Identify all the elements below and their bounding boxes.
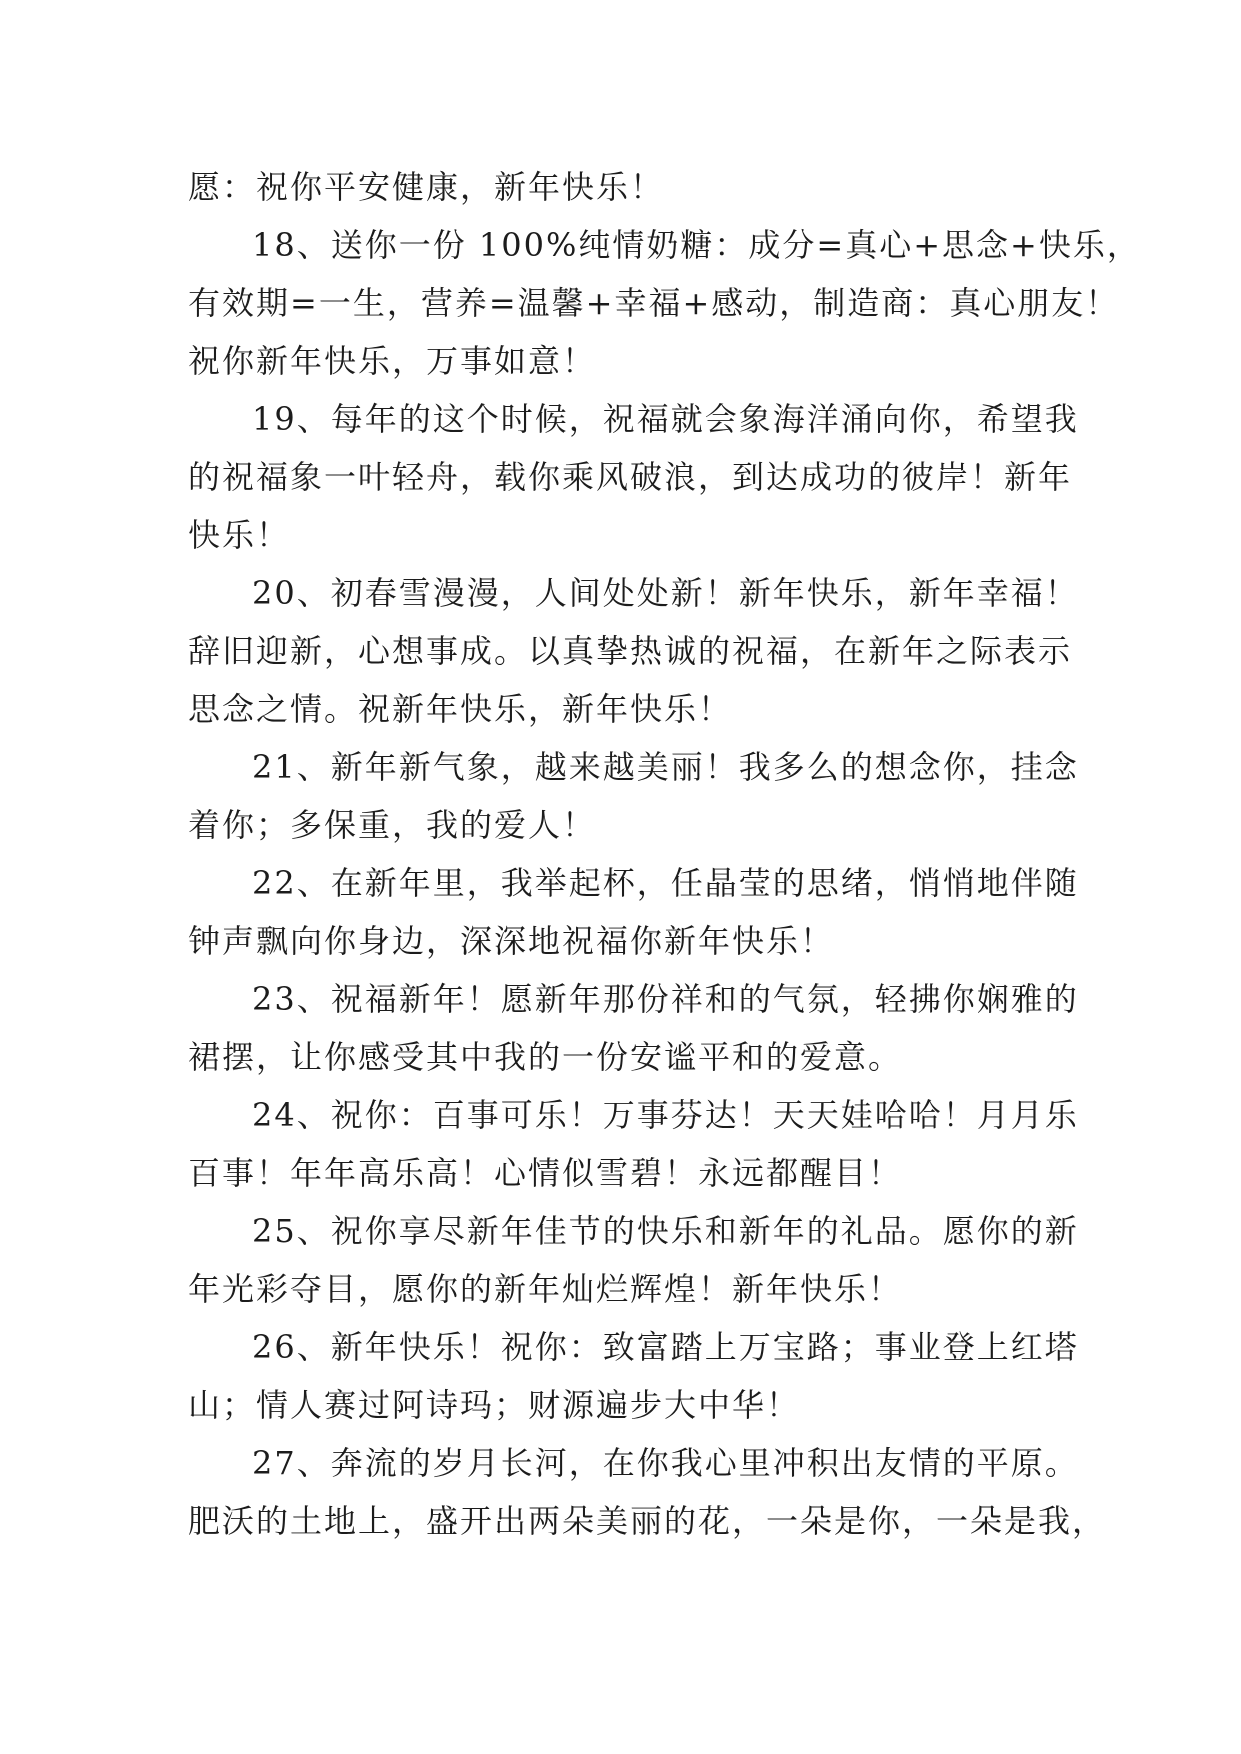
paragraph-26-line-1: 26、新年快乐！祝你：致富踏上万宝路；事业登上红塔 [252,1328,1079,1366]
paragraph-23-line-1: 23、祝福新年！愿新年那份祥和的气氛，轻拂你娴雅的 [252,980,1079,1018]
paragraph-22-line-1: 22、在新年里，我举起杯，任晶莹的思绪，悄悄地伴随 [252,864,1079,902]
paragraph-21-line-1: 21、新年新气象，越来越美丽！我多么的想念你，挂念 [252,748,1079,786]
document-body [188,158,1141,1550]
text-line: 愿：祝你平安健康，新年快乐！ [188,168,665,206]
paragraph-23-line-2: 裙摆，让你感受其中我的一份安谧平和的爱意。 [188,1038,903,1076]
paragraph-24-line-2: 百事！年年高乐高！心情似雪碧！永远都醒目！ [188,1154,903,1192]
paragraph-24-line-1: 24、祝你：百事可乐！万事芬达！天天娃哈哈！月月乐 [252,1096,1079,1134]
paragraph-18-line-1: 18、送你一份 100%纯情奶糖：成分=真心+思念+快乐， [252,226,1141,264]
paragraph-18-line-3: 祝你新年快乐，万事如意！ [188,342,597,380]
paragraph-20-line-1: 20、初春雪漫漫，人间处处新！新年快乐，新年幸福！ [252,574,1079,612]
paragraph-25-line-1: 25、祝你享尽新年佳节的快乐和新年的礼品。愿你的新 [252,1212,1079,1250]
paragraph-21-line-2: 着你；多保重，我的爱人！ [188,806,597,844]
paragraph-25-line-2: 年光彩夺目，愿你的新年灿烂辉煌！新年快乐！ [188,1270,903,1308]
paragraph-26-line-2: 山；情人赛过阿诗玛；财源遍步大中华！ [188,1386,801,1424]
paragraph-20-line-3: 思念之情。祝新年快乐，新年快乐！ [188,690,733,728]
paragraph-20-line-2: 辞旧迎新，心想事成。以真挚热诚的祝福，在新年之际表示 [188,632,1073,670]
paragraph-19-line-3: 快乐！ [188,516,291,554]
paragraph-22-line-2: 钟声飘向你身边，深深地祝福你新年快乐！ [188,922,835,960]
paragraph-19-line-2: 的祝福象一叶轻舟，载你乘风破浪，到达成功的彼岸！新年 [188,458,1073,496]
paragraph-27-line-1: 27、奔流的岁月长河，在你我心里冲积出友情的平原。 [252,1444,1079,1482]
paragraph-27-line-2: 肥沃的土地上，盛开出两朵美丽的花，一朵是你，一朵是我， [188,1502,1107,1540]
paragraph-19-line-1: 19、每年的这个时候，祝福就会象海洋涌向你，希望我 [252,400,1079,438]
paragraph-18-line-2: 有效期=一生，营养=温馨+幸福+感动，制造商：真心朋友！ [188,284,1120,322]
